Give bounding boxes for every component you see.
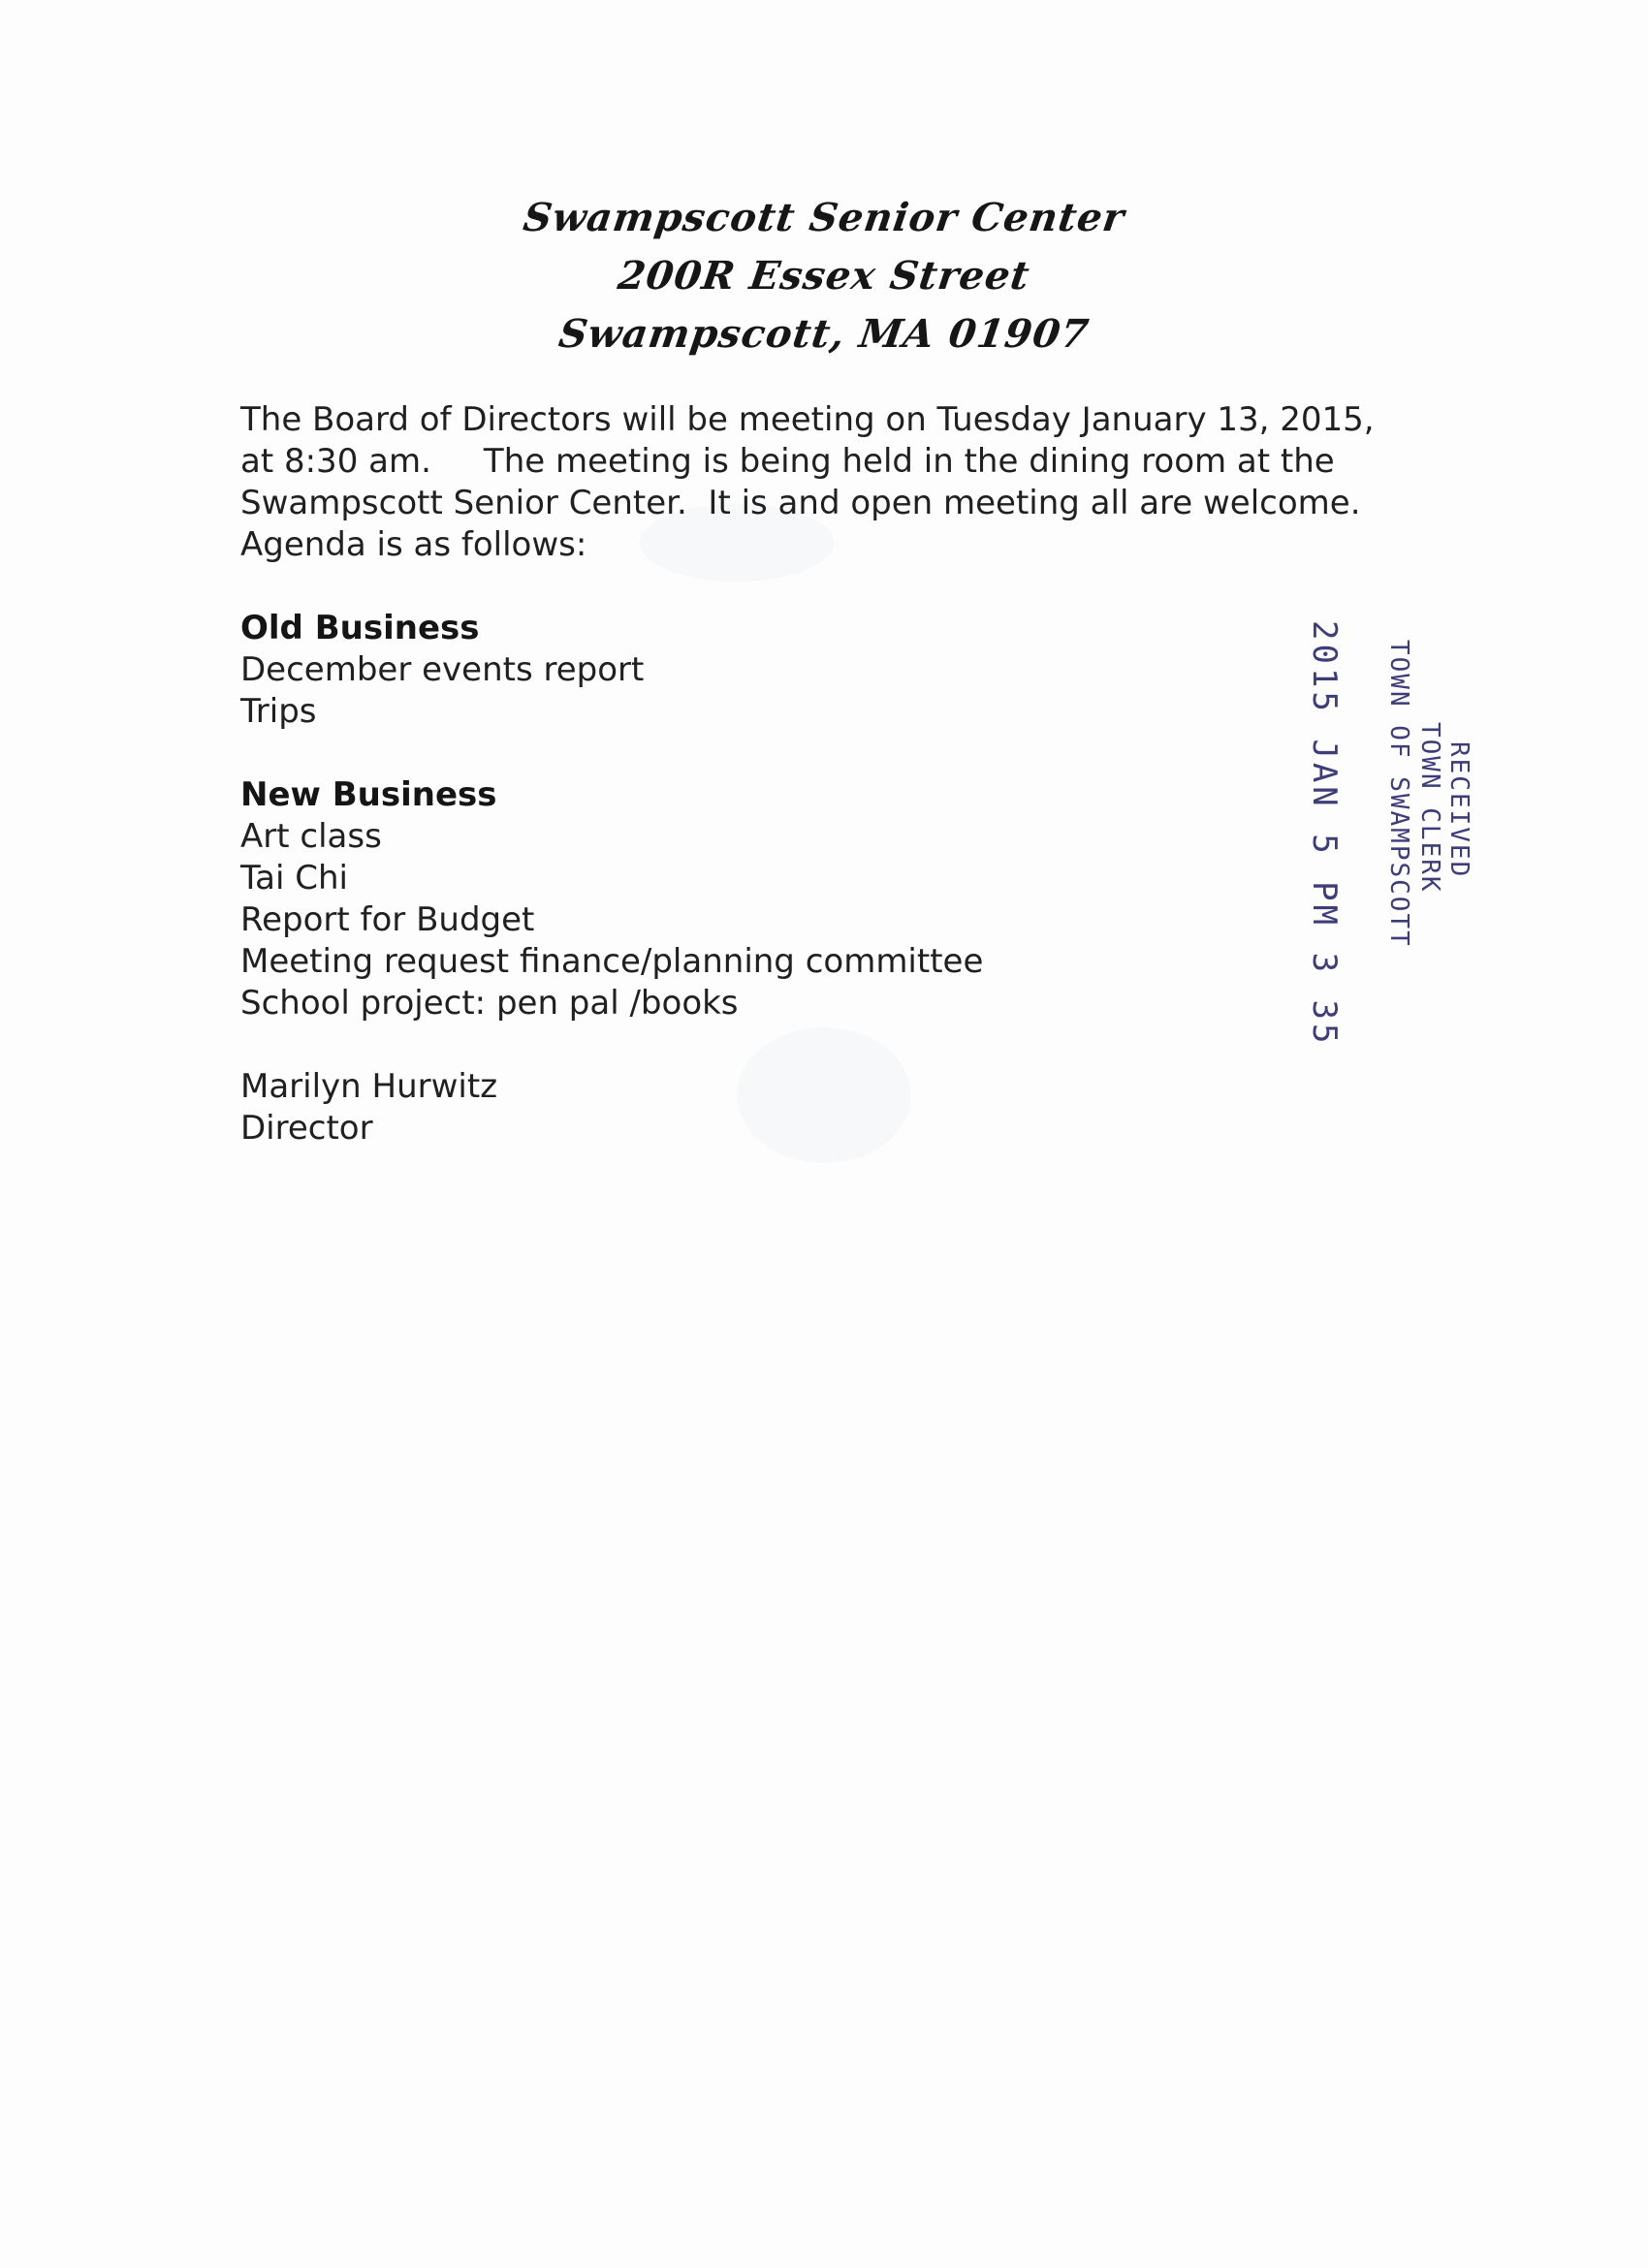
stamp-date-text: 2015 JAN 5 PM 3 35 <box>1305 620 1344 1048</box>
old-business-heading: Old Business <box>240 609 480 647</box>
stamp-clerk-text: TOWN CLERK <box>1415 722 1444 894</box>
city-state-zip: Swampscott, MA 01907 <box>555 311 1093 357</box>
signature-block <box>240 1066 1452 1150</box>
new-business-heading: New Business <box>240 775 497 814</box>
agenda-item: Meeting request finance/planning committee <box>240 942 984 981</box>
notice-line: Swampscott Senior Center. It is and open meeting all are welcome. <box>240 484 1361 522</box>
stamp-received-text: RECEIVED <box>1444 741 1474 879</box>
letterhead <box>0 189 1648 363</box>
notice-line: Agenda is as follows: <box>240 525 587 564</box>
meeting-notice <box>240 399 1452 566</box>
agenda-item: Tai Chi <box>240 859 348 898</box>
notice-line: at 8:30 am. The meeting is being held in the dining room at the <box>240 442 1335 481</box>
signer-name: Marilyn Hurwitz <box>240 1067 498 1106</box>
street-address: 200R Essex Street <box>615 253 1033 299</box>
agenda-item: December events report <box>240 650 645 689</box>
signer-title: Director <box>240 1109 373 1148</box>
organization-name: Swampscott Senior Center <box>520 195 1128 240</box>
notice-line: The Board of Directors will be meeting on Tuesday January 13, 2015, <box>240 400 1375 439</box>
stamp-town-text: TOWN OF SWAMPSCOTT <box>1384 640 1413 948</box>
agenda-item: Trips <box>240 692 317 731</box>
agenda-item: Report for Budget <box>240 900 535 939</box>
received-stamp <box>1260 620 1483 1048</box>
agenda-item: Art class <box>240 817 382 856</box>
agenda-item: School project: pen pal /books <box>240 984 739 1023</box>
